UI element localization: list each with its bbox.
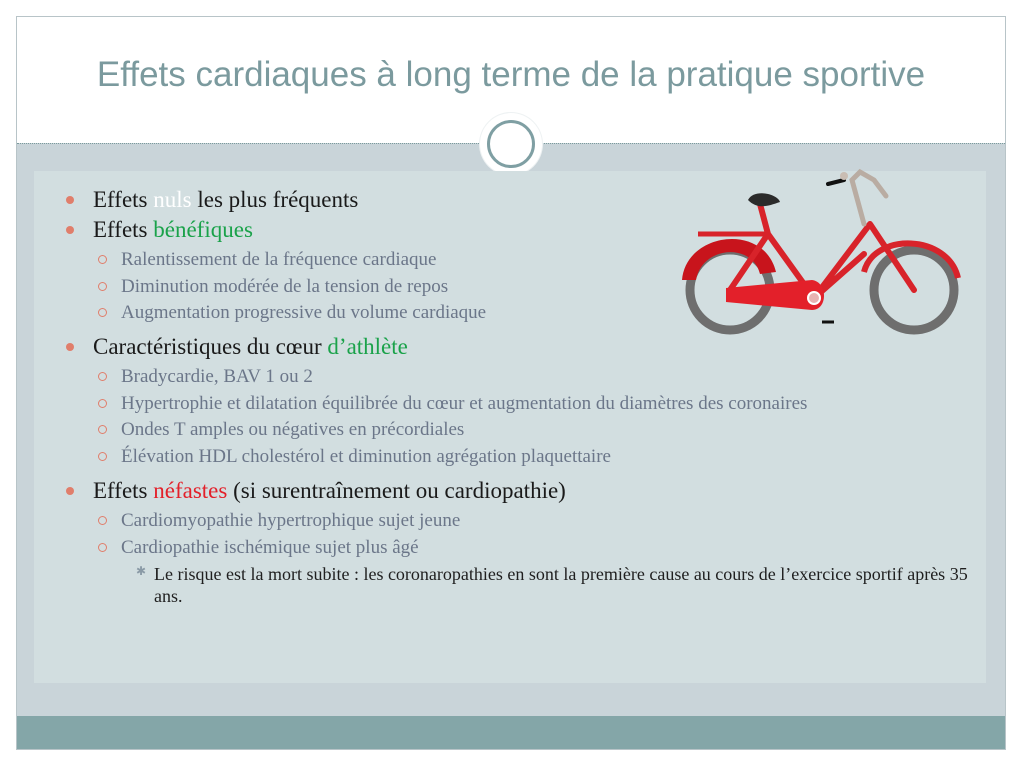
bell (840, 172, 848, 180)
sub-bullet-text: Bradycardie, BAV 1 ou 2 (121, 365, 313, 387)
separator-ornament (480, 113, 542, 175)
bullet-dot (66, 196, 74, 204)
bike-frame (730, 204, 914, 298)
sub-bullet (63, 418, 983, 442)
sub-bullet (63, 365, 983, 389)
bullet-text: Effets (93, 216, 154, 242)
ring-bullet (98, 452, 107, 461)
bullet-text: Caractéristiques du cœur (93, 334, 328, 360)
bullet-text: Effets (93, 477, 154, 503)
highlight-nefastes: néfastes (153, 477, 228, 503)
crank-hub (808, 292, 820, 304)
sub-bullet-text: Ralentissement de la fréquence cardiaque (121, 248, 437, 270)
sub-bullet-text: Diminution modérée de la tension de repos (121, 275, 449, 297)
sub-bullet-text: Cardiopathie ischémique sujet plus âgé (121, 536, 419, 558)
highlight-athlete: d’athlète (327, 334, 408, 360)
bike-seat (748, 193, 780, 206)
sub-sub-bullet-text: Le risque est la mort subite : les coronaropathies en sont la première cause au cours de l’exercice sportif après 35 ans. (154, 564, 968, 606)
bullet-effets-nefastes (63, 476, 983, 506)
sub-bullet (63, 445, 983, 469)
ring-bullet (98, 308, 107, 317)
sub-bullet-text: Augmentation progressive du volume cardiaque (121, 302, 487, 324)
sub-bullet-text: Élévation HDL cholestérol et diminution agrégation plaquettaire (121, 446, 611, 468)
ring-bullet (98, 282, 107, 291)
sub-bullet-text: Hypertrophie et dilatation équilibrée du cœur et augmentation du diamètres des coronaires (121, 392, 808, 414)
sub-bullet (63, 536, 983, 560)
handlebar (852, 172, 886, 224)
sub-sub-bullet (63, 564, 983, 607)
ring-bullet (98, 372, 107, 381)
slide-footer (17, 716, 1005, 749)
sub-bullet-text: Ondes T amples ou négatives en précordiales (121, 419, 465, 441)
bicycle-illustration (668, 162, 968, 342)
handlebar-grip (828, 180, 844, 184)
ring-bullet (98, 425, 107, 434)
sub-bullet-text: Cardiomyopathie hypertrophique sujet jeune (121, 509, 461, 531)
bullet-text: (si surentraînement ou cardiopathie) (227, 477, 566, 503)
highlight-nuls: nuls (153, 187, 192, 212)
slide-title: Effets cardiaques à long terme de la pratique sportive (96, 55, 926, 94)
bullet-dot (66, 487, 74, 495)
star-bullet-icon: ✱ (136, 564, 147, 579)
ring-bullet (98, 255, 107, 264)
ring-bullet (98, 399, 107, 408)
ring-bullet (98, 543, 107, 552)
slide (16, 16, 1006, 750)
sub-bullet (63, 509, 983, 533)
bullet-text: les plus fréquents (191, 187, 359, 212)
ring-bullet (98, 516, 107, 525)
highlight-benefiques: bénéfiques (153, 216, 253, 242)
bullet-dot (66, 226, 74, 234)
bullet-text: Effets (93, 187, 154, 212)
ornament-ring (487, 120, 535, 168)
bullet-dot (66, 343, 74, 351)
sub-bullet (63, 392, 983, 416)
